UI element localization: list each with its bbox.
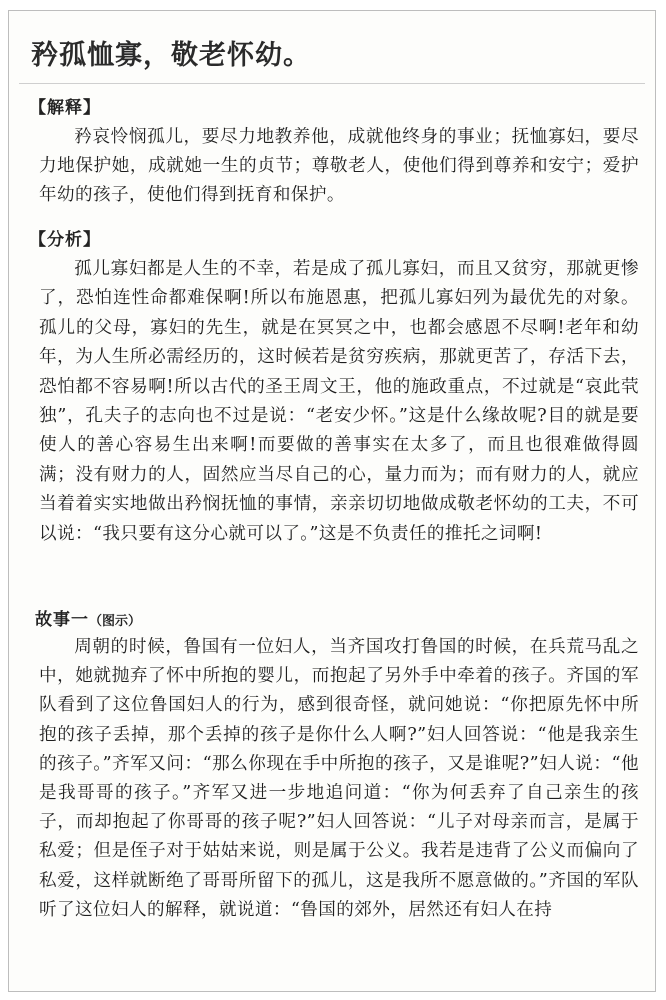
story-sublabel: （图示） (89, 614, 142, 629)
explanation-label: 【解释】 (29, 98, 101, 118)
story-text: 周朝的时候，鲁国有一位妇人，当齐国攻打鲁国的时候，在兵荒马乱之中，她就抛弃了怀中所抱的婴儿，而抱起了另外手中牵着的孩子。齐国的军队看到了这位鲁国妇人的行为，感到很奇怪，就问她说：“你把原先怀中所抱的孩子丢掉，那个丢掉的孩子是你什么人啊?”妇人回答说：“他是我亲生的孩子。”齐军又问：“那么你现在手中所抱的孩子，又是谁呢?”妇人说：“他是我哥哥的孩子。”齐军又进一步地追问道：“你为何丢弃了自己亲生的孩子，而却抱起了你哥哥的孩子呢?”妇人回答说：“儿子对母亲而言，是属于私爱；但是侄子对于姑姑来说，则是属于公义。我若是违背了公义而偏向了私爱，这样就断绝了哥哥所留下的孤儿，这是我所不愿意做的。”齐国的军队听了这位妇人的解释，就说道：“鲁国的郊外，居然还有妇人在持 (39, 637, 639, 920)
analysis-text: 孤儿寡妇都是人生的不幸，若是成了孤儿寡妇，而且又贫穷，那就更惨了，恐怕连性命都难保啊!所以布施恩惠，把孤儿寡妇列为最优先的对象。孤儿的父母，寡妇的先生，就是在冥冥之中，也都会感恩不尽啊!老年和幼年，为人生所必需经历的，这时候若是贫穷疾病，那就更苦了，存活下去，恐怕都不容易啊!所以古代的圣王周文王，他的施政重点，不过就是“哀此茕独”，孔夫子的志向也不过是说：“老安少怀。”这是什么缘故呢?目的就是要使人的善心容易生出来啊!而要做的善事实在太多了，而且也很难做得圆满；没有财力的人，固然应当尽自己的心，量力而为；而有财力的人，就应当着着实实地做出矜悯抚恤的事情，亲亲切切地做成敬老怀幼的工夫，不可以说：“我只要有这分心就可以了。”这是不负责任的推托之词啊! (39, 259, 639, 544)
explanation-text: 矜哀怜悯孤儿，要尽力地教养他，成就他终身的事业；抚恤寡妇，要尽力地保护她，成就她一生的贞节；尊敬老人，使他们得到尊养和安宁；爱护年幼的孩子，使他们得到抚育和保护。 (39, 127, 639, 206)
story-heading (35, 605, 141, 630)
page-title: 矜孤恤寡，敬老怀幼。 (31, 40, 311, 71)
title-divider (19, 83, 645, 84)
book-page (8, 10, 656, 992)
analysis-label: 【分析】 (29, 230, 101, 250)
story-label: 故事一 (35, 610, 89, 630)
